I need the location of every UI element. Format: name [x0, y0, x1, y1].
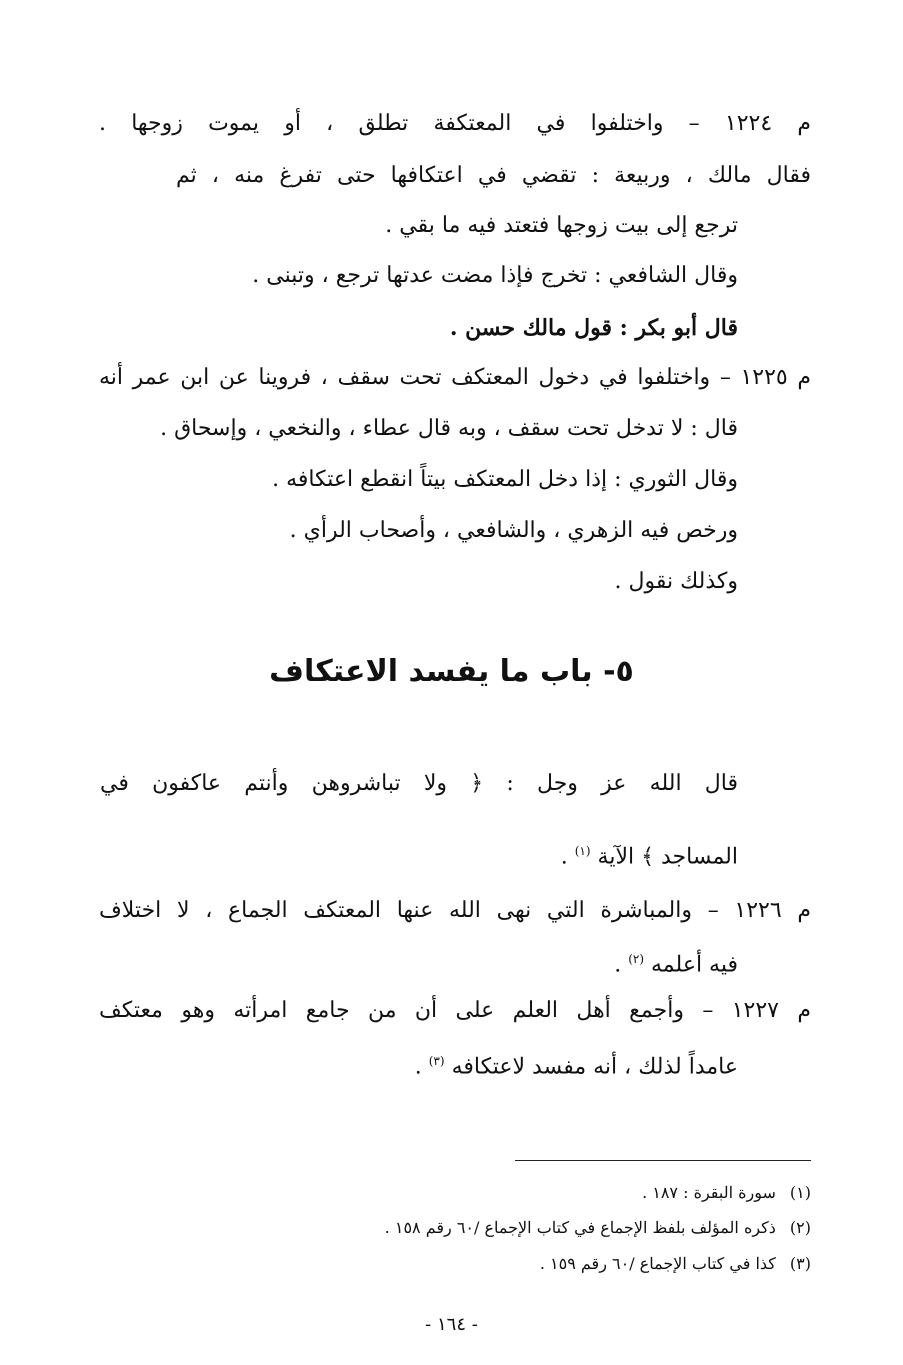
footnote-text: كذا في كتاب الإجماع /٦٠ رقم ١٥٩ . [539, 1254, 776, 1273]
paragraph-1227-line-2: عامداً لذلك ، أنه مفسد لاعتكافه $^{(٣)}$ . [414, 1054, 738, 1080]
paragraph-1226-line-1: م ١٢٢٦ – والمباشرة التي نهى الله عنها المعتكف الجماع ، لا اختلاف [99, 898, 811, 923]
footnote-text: سورة البقرة : ١٨٧ . [642, 1183, 776, 1202]
paragraph-1224-line-3: ترجع إلى بيت زوجها فتعتد فيه ما بقي . [385, 213, 738, 238]
paragraph-1225-line-4: ورخص فيه الزهري ، والشافعي ، وأصحاب الرأي . [289, 518, 738, 543]
footnote-ref-1[interactable]: (١) [574, 844, 591, 858]
paragraph-1227-line-1: م ١٢٢٧ – وأجمع أهل العلم على أن من جامع امرأته وهو معتكف [99, 998, 811, 1023]
footnote-1 [642, 1181, 811, 1205]
footnote-number: (١) [789, 1183, 811, 1202]
footnote-separator [515, 1160, 811, 1161]
footnote-number: (٢) [789, 1218, 811, 1237]
paragraph-1225-line-1: م ١٢٢٥ – واختلفوا في دخول المعتكف تحت سقف ، فروينا عن ابن عمر أنه [99, 365, 811, 390]
page-number: - ١٦٤ - [425, 1314, 478, 1335]
section-title: ٥- باب ما يفسد الاعتكاف [269, 654, 634, 689]
footnote-number: (٣) [789, 1254, 811, 1273]
footnote-3 [540, 1252, 811, 1276]
footnote-text: ذكره المؤلف بلفظ الإجماع في كتاب الإجماع /٦٠ رقم ١٥٨ . [384, 1218, 776, 1237]
paragraph-1224-line-1: م ١٢٢٤ – واختلفوا في المعتكفة تطلق ، أو يموت زوجها . [99, 111, 812, 136]
footnote-ref-2[interactable]: (٢) [628, 952, 645, 966]
footnote-2 [385, 1216, 811, 1240]
paragraph-1225-line-3: وقال الثوري : إذا دخل المعتكف بيتاً انقطع اعتكافه . [272, 467, 738, 492]
quran-verse-line-1: قال الله عز وجل : ﴿ ولا تباشروهن وأنتم عاكفون في [100, 771, 738, 796]
paragraph-1226-line-2: فيه أعلمه $^{(٢)}$ . [614, 952, 738, 978]
paragraph-1224-line-2: فقال مالك ، وربيعة : تقضي في اعتكافها حتى تفرغ منه ، ثم [176, 163, 811, 188]
paragraph-1225-line-2: قال : لا تدخل تحت سقف ، وبه قال عطاء ، والنخعي ، وإسحاق . [160, 416, 738, 441]
quran-verse-line-2: المساجد ﴾ الآية $^{(١)}$ . [560, 844, 738, 870]
paragraph-1225-line-5: وكذلك نقول . [614, 569, 738, 594]
abu-bakr-opinion: قال أبو بكر : قول مالك حسن . [449, 315, 738, 341]
paragraph-1224-line-4: وقال الشافعي : تخرج فإذا مضت عدتها ترجع ، وتبنى . [252, 263, 738, 288]
footnote-ref-3[interactable]: (٣) [428, 1054, 445, 1068]
